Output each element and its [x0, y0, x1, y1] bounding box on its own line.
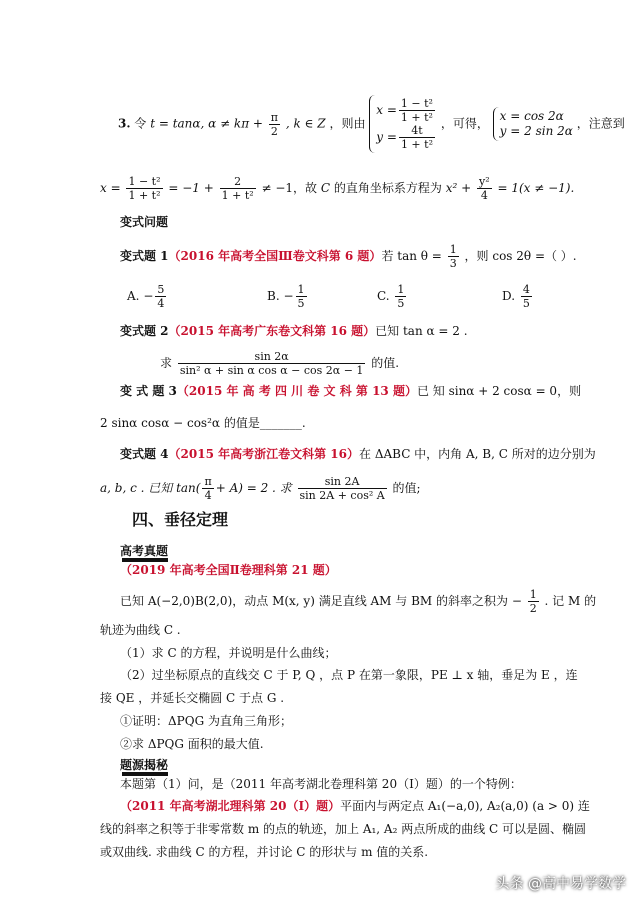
source-label: （2015 年高考广东卷文科第 16 题）	[168, 324, 376, 338]
fraction	[202, 475, 213, 502]
math: , k ∈ Z	[285, 116, 326, 131]
real-exam-heading: 高考真题	[120, 544, 169, 558]
math: x =	[100, 181, 121, 195]
variant4	[120, 446, 596, 462]
source-label: （2015 年 高 考 四 川 卷 文 科 第 13 题）	[176, 384, 417, 398]
numerator: y²	[479, 175, 490, 188]
math: x² +	[445, 181, 472, 195]
text: ，可得，	[440, 116, 489, 131]
text: 已知 tan α = 2 .	[375, 324, 468, 338]
origin-line4: 或双曲线. 求曲线 C 的方程，并讨论 C 的形状与 m 值的关系.	[100, 845, 429, 859]
equation-row: y = 2 sin 2α	[499, 124, 573, 138]
fraction	[395, 283, 406, 310]
math: y =	[376, 130, 397, 144]
problem-line2: 轨迹为曲线 C .	[100, 623, 181, 637]
variant3	[120, 383, 581, 399]
text: 已知 A(−2,0)B(2,0)，动点 M(x, y) 满足直线 AM 与 BM 的斜率之积为 −	[120, 594, 522, 608]
denominator: 1 + t²	[128, 189, 161, 202]
fraction	[296, 283, 307, 310]
numerator: 4t	[399, 124, 435, 138]
problem-line1	[120, 588, 596, 615]
denominator: sin² α + sin α cos α − cos 2α − 1	[179, 364, 364, 377]
fraction	[477, 175, 492, 202]
fraction	[399, 97, 435, 124]
real-exam-source: （2019 年高考全国Ⅱ卷理科第 21 题）	[120, 563, 337, 577]
text: ≠ −1，故	[261, 181, 318, 195]
text: 在 ΔABC 中，内角 A, B, C 所对的边分别为	[359, 447, 596, 461]
text: 已 知 sinα + 2 cosα = 0，则	[416, 384, 582, 398]
denominator: 3	[449, 257, 457, 270]
system-of-equations	[493, 107, 573, 141]
variant4-line2	[100, 475, 421, 502]
denominator: 5	[522, 297, 530, 310]
fraction	[399, 124, 435, 151]
denominator: 5	[397, 297, 405, 310]
denominator: 5	[297, 297, 305, 310]
numerator: sin 2α	[178, 350, 366, 364]
numerator: π	[270, 110, 279, 124]
source-label: （2011 年高考湖北理科第 20（Ⅰ）题）	[120, 799, 341, 813]
math: = 1(x ≠ −1).	[497, 181, 575, 195]
numerator: 1	[449, 243, 457, 256]
math: C	[320, 181, 331, 195]
denominator: 4	[204, 489, 212, 502]
question-1: （1）求 C 的方程，并说明是什么曲线；	[120, 646, 337, 660]
denominator: 2	[529, 602, 537, 615]
fraction	[269, 111, 280, 138]
choice-letter: B.	[267, 289, 280, 303]
text: 的值;	[392, 481, 421, 495]
denominator: 4	[157, 297, 165, 310]
choice-d[interactable]	[502, 283, 534, 310]
numerator: 1 − t²	[128, 175, 161, 188]
denominator: sin 2A + cos² A	[299, 489, 385, 502]
variant-label: 变式题 1	[120, 249, 169, 263]
text: 的直角坐标系方程为	[333, 181, 442, 195]
numerator: 1 − t²	[400, 97, 433, 110]
choice-letter: A.	[127, 289, 140, 303]
fraction	[521, 283, 532, 310]
text: 的值.	[371, 356, 400, 370]
text: 求	[160, 356, 173, 370]
source-label: （2016 年高考全国Ⅲ卷文科第 6 题）	[168, 249, 382, 263]
denominator: 4	[480, 189, 488, 202]
numerator: 2	[220, 175, 256, 189]
numerator: 1	[397, 283, 405, 296]
source-label: （2015 年高考浙江卷文科第 16）	[168, 447, 359, 461]
choice-a[interactable]	[127, 283, 168, 310]
origin-line3: 线的斜率之积等于非零常数 m 的点的轨迹，加上 A₁, A₂ 两点所成的曲线 C 可以是圆、椭圆	[100, 822, 587, 836]
text: ，注意到	[576, 116, 625, 131]
sign: −	[143, 289, 154, 303]
question-2-part1: ①证明：ΔPQG 为直角三角形；	[120, 714, 292, 728]
numerator: 4	[522, 283, 530, 296]
origin-heading: 题源揭秘	[120, 758, 169, 772]
question-2-part2: ②求 ΔPQG 面积的最大值.	[120, 737, 264, 751]
variants-heading: 变式问题	[120, 215, 169, 229]
variant-label: 变式题 2	[120, 324, 169, 338]
text: 平面内与两定点 A₁(−a,0), A₂(a,0) (a > 0) 连	[340, 799, 590, 813]
text: . 记 M 的	[544, 594, 597, 608]
denominator: 2	[270, 124, 278, 138]
math: a, b, c . 已知 tan(	[100, 481, 201, 495]
variant2-ask	[160, 350, 399, 377]
fraction	[178, 350, 366, 377]
fraction	[298, 475, 387, 502]
math: x =	[376, 103, 397, 117]
equation-row	[376, 97, 437, 124]
variant1	[120, 243, 577, 270]
origin-line2	[120, 798, 590, 814]
sign: −	[283, 289, 294, 303]
text: 令	[134, 116, 147, 131]
text: ，则由	[329, 116, 366, 131]
fraction	[126, 175, 162, 202]
fraction	[155, 283, 166, 310]
section-title: 四、垂径定理	[132, 510, 229, 529]
system-of-equations	[369, 95, 437, 153]
choice-letter: C.	[377, 289, 390, 303]
text: ，则 cos 2θ =（ ）.	[464, 249, 577, 263]
numerator: 1	[529, 588, 537, 601]
denominator: 1 + t²	[221, 189, 254, 202]
item-number: 3.	[118, 116, 131, 131]
math: = −1 +	[168, 181, 214, 195]
question-2b: 接 QE ，并延长交椭圆 C 于点 G .	[100, 691, 285, 705]
variant-label: 变 式 题 3	[120, 384, 177, 398]
choice-letter: D.	[502, 289, 516, 303]
fraction	[448, 243, 459, 270]
equation-row	[376, 124, 437, 151]
numerator: sin 2A	[298, 475, 387, 489]
watermark: 头条 @高中易学数学	[495, 876, 626, 892]
item3-line2	[100, 175, 574, 202]
item3-line	[118, 95, 625, 153]
equation-row: x = cos 2α	[499, 109, 564, 123]
numerator: 5	[157, 283, 165, 296]
variant2	[120, 323, 468, 339]
denominator: 1 + t²	[400, 138, 433, 151]
variant-label: 变式题 4	[120, 447, 169, 461]
numerator: π	[204, 475, 212, 488]
question-2: （2）过坐标原点的直线交 C 于 P, Q ，点 P 在第一象限，PE ⊥ x 轴，垂足为 E ，连	[120, 668, 578, 682]
text: 若 tan θ =	[381, 249, 442, 263]
denominator: 1 + t²	[400, 111, 433, 124]
math: + A) = 2 . 求	[215, 481, 292, 495]
math: t = tanα, α ≠ kπ +	[150, 116, 263, 131]
fraction	[220, 175, 256, 202]
choice-b[interactable]	[267, 283, 309, 310]
choice-c[interactable]	[377, 283, 408, 310]
fraction	[528, 588, 539, 615]
variant3-line2: 2 sinα cosα − cos²α 的值是_______.	[100, 416, 306, 430]
origin-line1: 本题第（1）问，是（2011 年高考湖北卷理科第 20（Ⅰ）题）的一个特例：	[120, 777, 522, 791]
numerator: 1	[297, 283, 305, 296]
